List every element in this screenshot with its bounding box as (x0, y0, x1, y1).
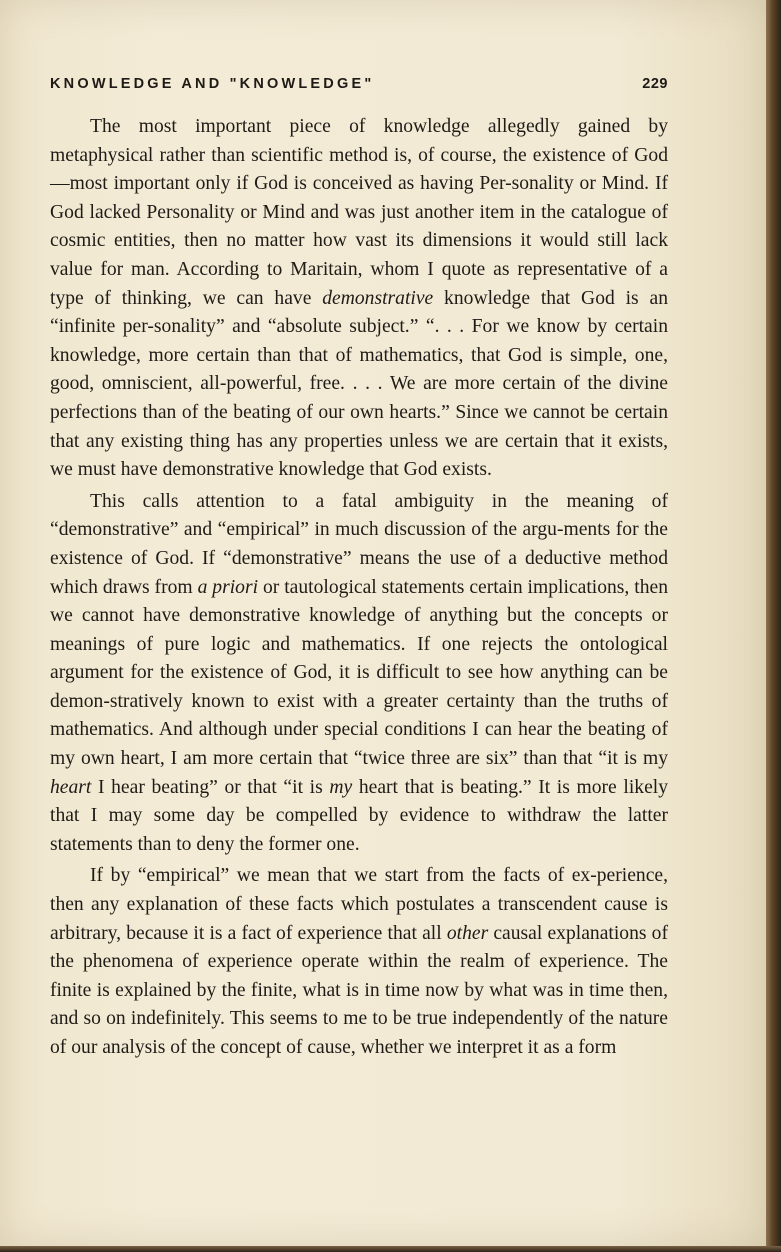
body-text (50, 113, 668, 1063)
italic-text-run: a priori (197, 576, 259, 598)
book-bottom-edge (0, 1246, 781, 1252)
paragraph-3 (50, 862, 668, 1062)
running-head (50, 76, 668, 92)
text-run: This calls attention to a fatal ambiguity in the meaning of “demonstrative” and “empirical” in much discussion of the argu-ments for the existence of God. If “demonstrative” means the use of a deductive method which draws from (50, 490, 668, 598)
italic-text-run: my (329, 776, 353, 798)
text-run: heart that is beating.” It is more likely that I may some day be compelled by evidence to withdraw the latter statements than to deny the former one. (50, 776, 669, 855)
text-run: I hear beating” or that “it is (91, 776, 330, 798)
text-run: knowledge that God is an “infinite per-sonality” and “absolute subject.” “. . . For we know by certain knowledge, more certain than that of mathematics, that God is simple, one, good, omniscient, all-powerful, free. . . . We are more certain of the divine perfections than of the beating of our own hearts.” Since we cannot be certain that any existing thing has any properties unless we are certain that it exists, we must have demonstrative knowledge that God exists. (50, 287, 668, 481)
text-run: or tautological statements certain implications, then we cannot have demonstrative knowledge of anything but the concepts or meanings of pure logic and mathematics. If one rejects the ontological argument for the existence of God, it is difficult to see how anything can be demon-stratively known to exist with a greater certainty than the truths of mathematics. And although under special conditions I can hear the beating of my own heart, I am more certain that “twice three are six” than that “it is my (50, 576, 668, 770)
italic-text-run: other (446, 922, 489, 944)
text-run: The most important piece of knowledge allegedly gained by metaphysical rather than scientific method is, of course, the existence of God—most important only if God is conceived as having Per-sonality or Mind. If God lacked Personality or Mind and was just another item in the catalogue of cosmic entities, then no matter how vast its dimensions it would still lack value for man. According to Maritain, whom I quote as representative of a type of thinking, we can have (50, 116, 668, 309)
italic-text-run: heart (50, 776, 92, 798)
book-page-edge (766, 0, 781, 1252)
text-run: causal explanations of the phenomena of experience operate within the realm of experience. The finite is explained by the finite, what is in time now by what was in time then, and so on indefinitely. This seems to me to be true independently of the nature of our analysis of the concept of cause, whether we interpret it as a form (50, 922, 668, 1058)
italic-text-run: demonstrative (322, 287, 434, 309)
paragraph-2 (50, 488, 668, 860)
page-number: 229 (642, 76, 668, 92)
paragraph-1 (50, 113, 668, 485)
running-title: KNOWLEDGE AND "KNOWLEDGE" (50, 76, 375, 92)
text-run: If by “empirical” we mean that we start from the facts of ex-perience, then any explanation of these facts which postulates a transcendent cause is arbitrary, because it is a fact of experience that all (50, 865, 668, 944)
